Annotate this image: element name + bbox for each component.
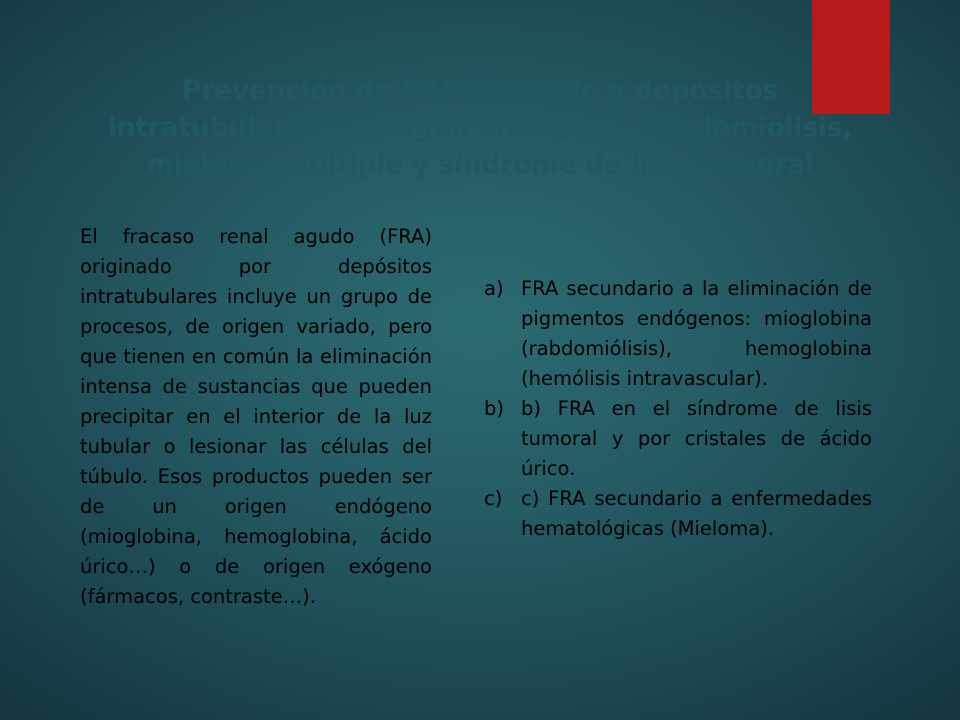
cause-list	[484, 274, 872, 544]
slide-title	[100, 72, 860, 183]
list-item-c	[484, 484, 872, 544]
list-item-text: c) FRA secundario a enfermedades hematológicas (Mieloma).	[521, 487, 872, 540]
intro-paragraph: El fracaso renal agudo (FRA) originado por depósitos intratubulares incluye un grupo de procesos, de origen variado, pero que tienen en común la eliminación intensa de sustancias que pueden precipitar en el interior de la luz tubular o lesionar las células del túbulo. Esos productos pueden ser de un origen endógeno (mioglobina, hemoglobina, ácido úrico…) o de origen exógeno (fármacos, contraste…).	[80, 225, 432, 608]
list-marker: c)	[484, 487, 503, 510]
title-line-3: mieloma múltiple y síndrome de lisis tumoral	[146, 149, 814, 180]
list-item-text: b) FRA en el síndrome de lisis tumoral y por cristales de ácido úrico.	[521, 397, 872, 480]
list-item-b	[484, 394, 872, 484]
title-line-2: intratubulares de origen endógeno: rabdomiólisis,	[107, 112, 853, 143]
list-marker: a)	[484, 277, 504, 300]
title-line-1: Prevención de FRA asociado a depósitos	[181, 75, 779, 106]
list-marker: b)	[484, 397, 504, 420]
list-item-a	[484, 274, 872, 394]
list-item-text: FRA secundario a la eliminación de pigmentos endógenos: mioglobina (rabdomiólisis), hemoglobina (hemólisis intravascular).	[521, 277, 872, 390]
